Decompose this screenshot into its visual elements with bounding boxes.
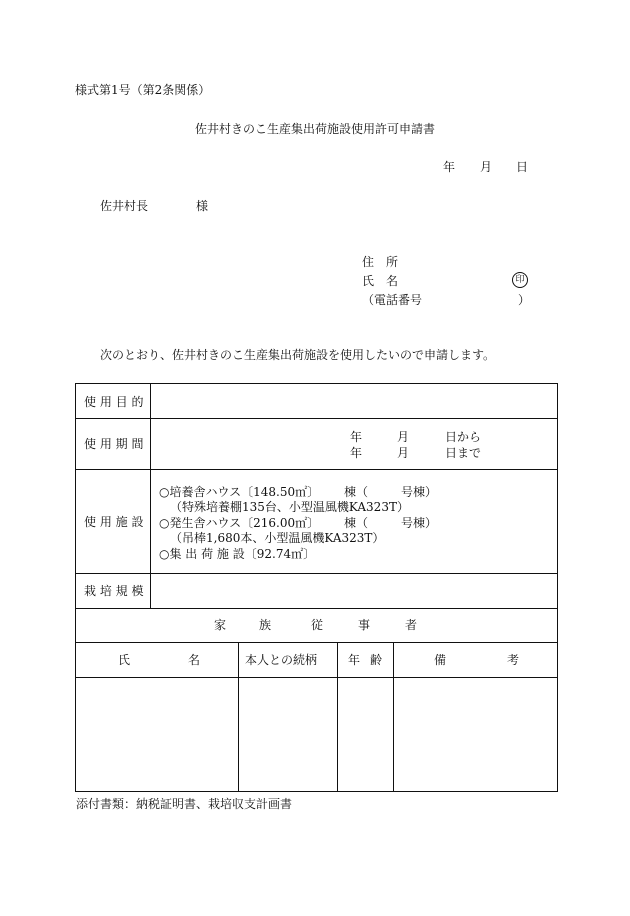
phone-label: （電話番号 [362,293,423,307]
family-heading-2: 族 [259,618,272,632]
application-statement: 次のとおり、佐井村きのこ生産集出荷施設を使用したいので申請します。 [100,348,496,362]
purpose-label: 使 用 目 的 [84,395,144,409]
document-title: 佐井村きのこ生産集出荷施設使用許可申請書 [194,122,435,136]
form-number: 様式第1号（第2条関係） [75,83,211,97]
facility-growing-house: ○発生舎ハウス〔216.00㎡〕 [159,516,320,530]
facility-culture-house-number: 号棟） [401,485,438,499]
column-relation: 本人との続柄 [245,653,318,667]
address-label: 住 所 [362,255,399,269]
family-heading-3: 従 [311,618,324,632]
date-month-label: 月 [480,160,493,174]
facility-culture-house-count: 棟（ [344,485,369,499]
scale-label: 栽 培 規 模 [84,584,144,598]
name-label: 氏 名 [362,274,399,288]
column-remarks-1: 備 [434,653,447,667]
application-table [75,383,558,792]
attachments-note: 添付書類：納税証明書、栽培収支計画書 [76,797,293,811]
family-heading-1: 家 [214,618,227,632]
column-name-2: 名 [188,653,201,667]
facility-growing-house-detail: （吊棒1,680本、小型温風機KA323T） [170,531,385,545]
period-from-month: 月 [397,430,410,444]
period-to-month: 月 [397,446,410,460]
period-to-day: 日まで [445,446,482,460]
facility-culture-house-detail: （特殊培養棚135台、小型温風機KA323T） [170,500,409,514]
addressee-name: 佐井村長 [100,199,149,213]
date-year-label: 年 [443,160,456,174]
period-label: 使 用 期 間 [84,437,144,451]
facility-culture-house: ○培養舎ハウス〔148.50㎡〕 [159,485,320,499]
column-remarks-2: 考 [507,653,520,667]
period-to-year: 年 [350,446,363,460]
family-heading-5: 者 [405,618,418,632]
phone-close: ） [518,293,531,307]
column-name-1: 氏 [118,653,131,667]
date-day-label: 日 [516,160,529,174]
facility-label: 使 用 施 設 [84,515,144,529]
facility-growing-house-count: 棟（ [344,516,369,530]
column-age-2: 齢 [370,653,383,667]
column-age-1: 年 [348,653,361,667]
facility-growing-house-number: 号棟） [401,516,438,530]
family-heading-4: 事 [358,618,371,632]
facility-shipping: ○集 出 荷 施 設〔92.74㎡〕 [159,547,316,561]
addressee-honorific: 様 [196,199,209,213]
period-from-day: 日から [445,430,482,444]
period-from-year: 年 [350,430,363,444]
seal-icon: 印 [512,272,528,288]
